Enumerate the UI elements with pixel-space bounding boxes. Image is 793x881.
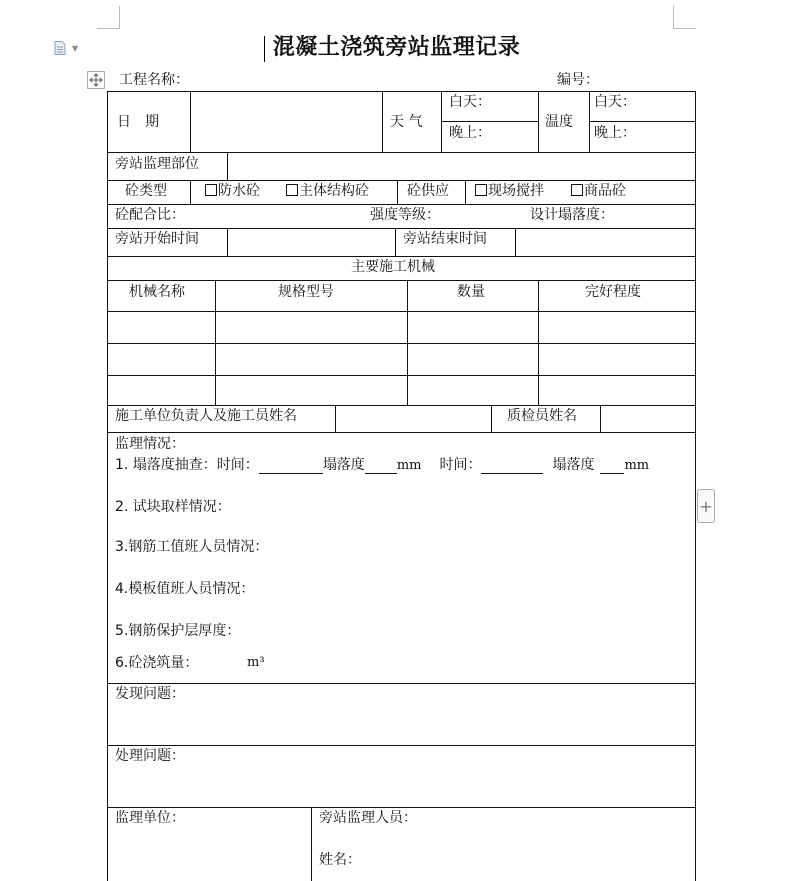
rebar-duty-staff-line: 3.钢筋工值班人员情况：	[115, 539, 269, 555]
site-mix-option[interactable]	[475, 183, 544, 199]
supervision-heading: 监理情况：	[115, 436, 185, 452]
weather-label: 天 气	[390, 114, 423, 130]
structure-option[interactable]	[286, 183, 369, 199]
waterproof-option-label: 防水砼	[218, 183, 260, 199]
slump-label-2: 塌落度	[552, 457, 595, 473]
concrete-type-label: 砼类型	[125, 183, 167, 199]
mix-ratio-label: 砼配合比：	[115, 207, 185, 223]
temperature-day-label: 白天：	[594, 94, 636, 110]
start-time-label: 旁站开始时间	[115, 231, 199, 247]
dropdown-caret-icon: ▼	[72, 44, 79, 53]
slump-unit-1: mm	[396, 458, 422, 473]
rebar-cover-thickness-line: 5.钢筋保护层厚度：	[115, 623, 241, 639]
slump-value-blank-2[interactable]	[600, 460, 624, 474]
time-label-2: 时间：	[439, 457, 482, 473]
commercial-option-label: 商品砼	[584, 183, 626, 199]
structure-option-label: 主体结构砼	[299, 183, 369, 199]
waterproof-checkbox[interactable]	[205, 184, 217, 196]
pour-volume-unit: m³	[247, 655, 265, 670]
plus-icon: +	[699, 496, 713, 516]
page-title: 混凝土浇筑旁站监理记录	[272, 34, 521, 60]
formwork-duty-staff-line: 4.模板值班人员情况：	[115, 581, 255, 597]
end-time-label: 旁站结束时间	[403, 231, 487, 247]
slump-check-prefix: 1. 塌落度抽查：时间：	[115, 457, 259, 473]
machinery-col-name: 机械名称	[129, 284, 185, 300]
quality-inspector-label: 质检员姓名	[507, 408, 577, 424]
supervision-unit-label: 监理单位：	[115, 810, 185, 826]
slump-time-blank-2[interactable]	[481, 460, 543, 474]
site-mix-checkbox[interactable]	[475, 184, 487, 196]
weather-day-label: 白天：	[449, 94, 491, 110]
machinery-col-spec: 规格型号	[278, 284, 334, 300]
structure-checkbox[interactable]	[286, 184, 298, 196]
commercial-checkbox[interactable]	[571, 184, 583, 196]
commercial-option[interactable]	[571, 183, 626, 199]
problems-found-label: 发现问题：	[115, 686, 185, 702]
contractor-staff-label: 施工单位负责人及施工员姓名	[115, 408, 297, 424]
machinery-col-condition: 完好程度	[585, 284, 641, 300]
problems-handled-label: 处理问题：	[115, 748, 185, 764]
machinery-heading: 主要施工机械	[351, 259, 435, 275]
slump-value-blank-1[interactable]	[365, 460, 397, 474]
weather-night-label: 晚上：	[449, 125, 491, 141]
supervision-part-label: 旁站监理部位	[115, 156, 199, 172]
slump-unit-2: mm	[624, 458, 650, 473]
strength-grade-label: 强度等级：	[370, 207, 440, 223]
slump-time-blank-1[interactable]	[259, 460, 323, 474]
pour-volume-line: 6.砼浇筑量：	[115, 655, 199, 671]
machinery-col-quantity: 数量	[457, 284, 485, 300]
waterproof-option[interactable]	[205, 183, 260, 199]
site-mix-option-label: 现场搅拌	[488, 183, 544, 199]
temperature-label: 温度	[545, 114, 573, 130]
test-block-sampling-line: 2. 试块取样情况：	[115, 499, 231, 515]
design-slump-label: 设计塌落度：	[530, 207, 614, 223]
project-name-label: 工程名称：	[119, 72, 189, 88]
slump-label-1: 塌落度	[322, 457, 365, 473]
date-label: 日 期	[117, 114, 159, 130]
concrete-supply-label: 砼供应	[407, 183, 449, 199]
slump-check-line	[115, 457, 649, 474]
supervising-staff-label: 旁站监理人员：	[319, 810, 417, 826]
staff-name-label: 姓名：	[319, 852, 361, 868]
temperature-night-label: 晚上：	[594, 125, 636, 141]
serial-number-label: 编号：	[557, 72, 599, 88]
